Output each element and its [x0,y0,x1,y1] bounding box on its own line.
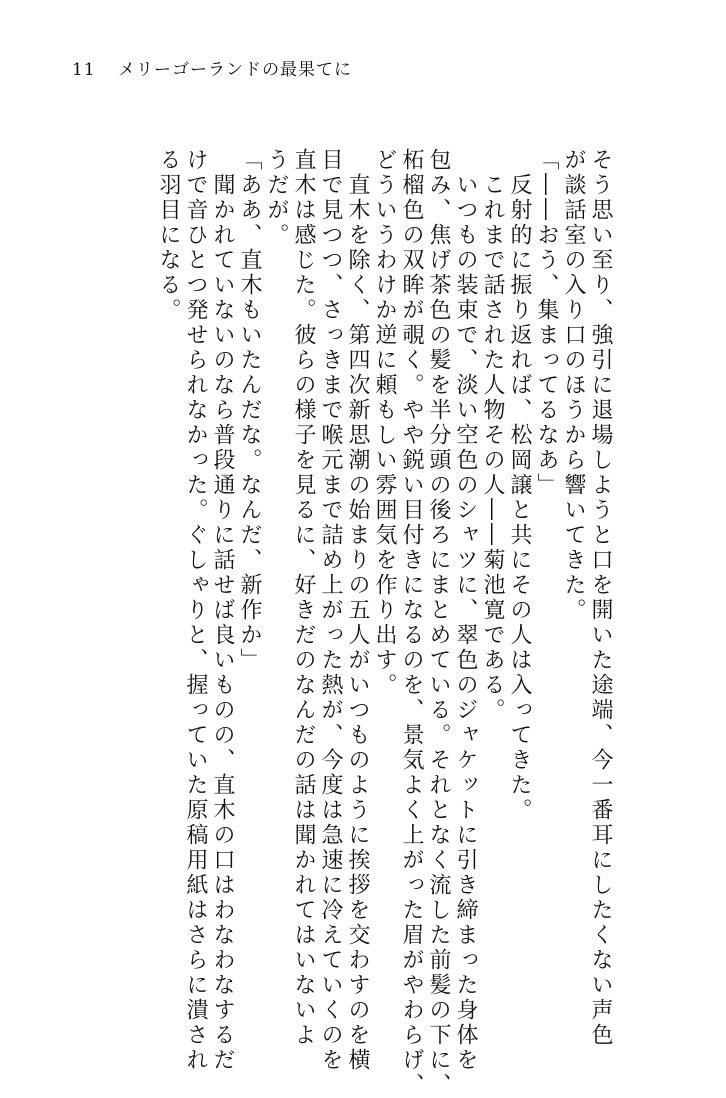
text-column: これまで話された人物その人――菊池寛である。 [480,148,505,723]
text-column: 直木は感じた。彼らの様子を見るに、好きだのなんだの話は聞かれてはいないよ [291,148,316,1048]
text-column: うだが。 [264,148,289,248]
text-column: 直木を除く、第四次新思潮の始まりの五人がいつものように挨拶を交わすのを横 [345,148,370,1073]
text-column: が談話室の入り口のほうから響いてきた。 [561,148,586,623]
text-column: いつもの装束で、淡い空色のシャツに、翠色のジャケットに引き締まった身体を [453,148,478,1073]
text-column: 包み、焦げ茶色の髪を半分頭の後ろにまとめている。それとなく流した前髪の下に、 [426,148,451,1098]
text-column: る羽目になる。 [156,148,181,323]
text-column: そう思い至り、強引に退場しようと口を開いた途端、今一番耳にしたくない声色 [588,148,613,1048]
text-column: 「――おう、集まってるなあ」 [534,148,559,498]
text-column: 聞かれていないのなら普段通りに話せば良いものの、直木の口はわなわなするだ [210,148,235,1073]
vertical-body-text [74,148,614,1098]
text-column: 柘榴色の双眸が覗く。やや鋭い目付きになるのを、景気よく上がった眉がやわらげ、 [399,148,424,1098]
text-column: 反射的に振り返れば、松岡譲と共にその人は入ってきた。 [507,148,532,823]
text-column: 「ああ、直木もいたんだな。なんだ、新作か」 [237,148,262,673]
running-header [72,62,352,79]
text-column: けで音ひとつ発せられなかった。ぐしゃりと、握っていた原稿用紙はさらに潰され [183,148,208,1073]
text-column: どういうわけか逆に頼もしい雰囲気を作り出す。 [372,148,397,698]
page-number: 11 [72,60,96,80]
text-column: 目で見つつ、さっきまで喉元まで詰め上がった熱が、今度は急速に冷えていくのを [318,148,343,1073]
running-title: メリーゴーランドの最果てに [118,60,353,80]
